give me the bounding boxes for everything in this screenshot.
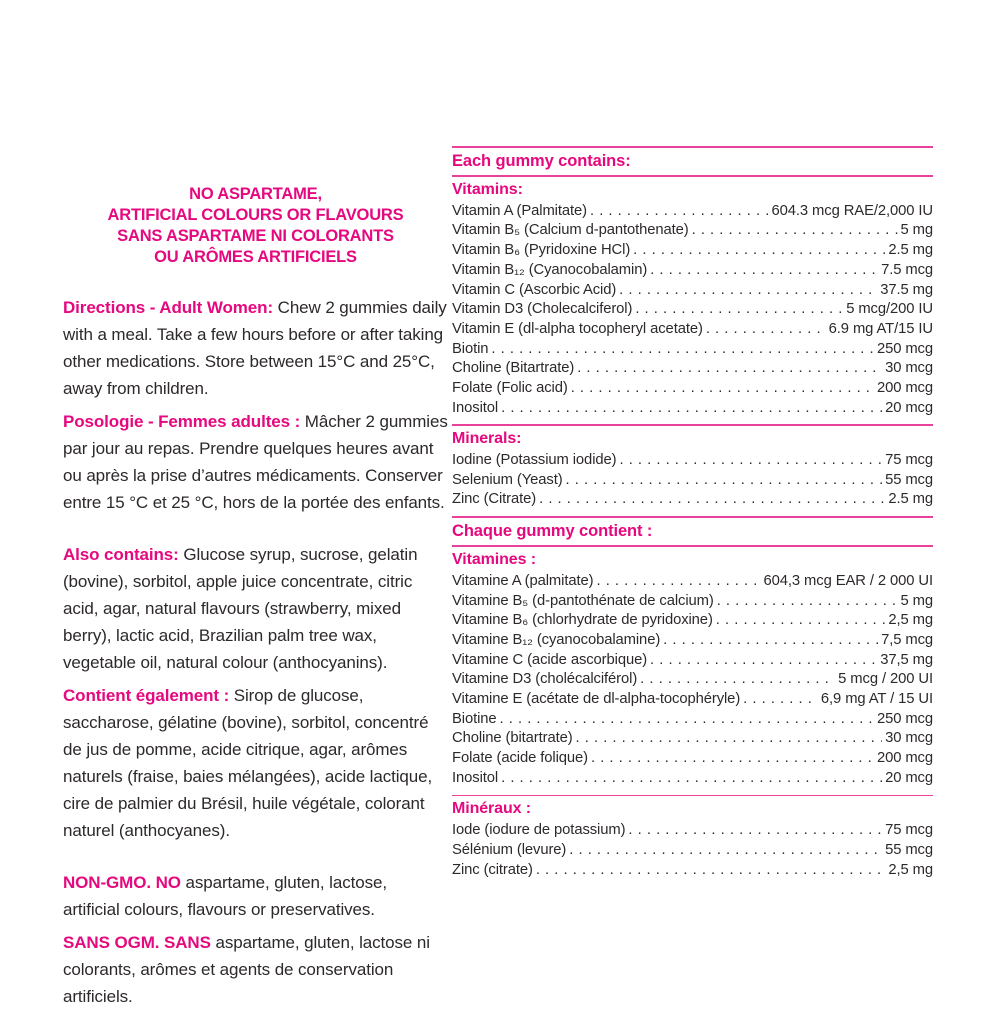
paragraph-group [63, 869, 448, 1010]
ingredient-name: Vitamin A (Palmitate) [452, 202, 587, 219]
paragraph-text: aspartame, gluten, lactose, artificial colours, flavours or preservatives. [63, 873, 387, 919]
ingredient-amount: 250 mcg [876, 340, 933, 357]
dot-leader [590, 202, 769, 222]
ingredient-row [452, 241, 933, 261]
paragraph-text: Sirop de glucose, saccharose, gélatine (bovine), sorbitol, concentré de jus de pomme, acide citrique, agar, arômes naturels (fraise, baies mélangées), acide lactique, cire de palmier du Brésil, huile végétale, colorant naturel (anthocyanes). [63, 686, 433, 840]
paragraph-text: aspartame, gluten, lactose ni colorants, arômes et agents de conservation artificiels. [63, 933, 430, 1006]
paragraph-lead: Directions - Adult Women: [63, 298, 274, 317]
section-title: Minerals: [452, 430, 522, 448]
ingredient-amount: 200 mcg [876, 750, 933, 767]
ingredient-row [452, 261, 933, 281]
dot-leader [539, 490, 885, 510]
supplement-facts-panel [452, 146, 933, 886]
ingredient-amount: 5 mcg/200 IU [846, 301, 933, 318]
dot-leader [491, 340, 874, 360]
ingredient-row [452, 572, 933, 592]
ingredient-name: Vitamin B₅ (Calcium d-pantothenate) [452, 222, 689, 239]
ingredient-name: Sélénium (levure) [452, 841, 567, 858]
ingredient-amount: 37,5 mg [880, 651, 933, 668]
no-aspartame-headline [63, 184, 448, 268]
ingredient-amount: 200 mcg [876, 380, 933, 397]
nutrient-section [452, 547, 933, 795]
headline-line: ARTIFICIAL COLOURS OR FLAVOURS [107, 206, 404, 224]
ingredient-amount: 20 mcg [885, 399, 933, 416]
ingredient-amount: 5 mg [900, 592, 933, 609]
ingredient-amount: 7,5 mcg [881, 631, 933, 648]
ingredient-row [452, 281, 933, 301]
ingredient-amount: 2,5 mg [888, 861, 933, 878]
ingredient-row [452, 320, 933, 340]
ingredient-name: Vitamine A (palmitate) [452, 572, 594, 589]
dot-leader [501, 769, 882, 789]
headline-line: SANS ASPARTAME NI COLORANTS [117, 227, 394, 245]
paragraph-text: Glucose syrup, sucrose, gelatin (bovine), sorbitol, apple juice concentrate, citric acid, agar, natural flavours (strawberry, mixed berry), lactic acid, Brazilian palm tree wax, vegetable oil, natural colour (anthocyanins). [63, 545, 418, 672]
ingredient-amount: 75 mcg [885, 452, 933, 469]
section-title: Vitamins: [452, 180, 523, 198]
ingredient-name: Vitamin B₁₂ (Cyanocobalamin) [452, 261, 648, 278]
section-rows [452, 572, 933, 789]
section-title: Minéraux : [452, 800, 532, 818]
dot-leader [577, 359, 882, 379]
ingredient-amount: 30 mcg [885, 730, 933, 747]
ingredient-row [452, 221, 933, 241]
ingredient-name: Biotine [452, 710, 497, 727]
ingredient-amount: 6.9 mg AT/15 IU [828, 320, 933, 337]
ingredient-amount: 2.5 mg [888, 491, 933, 508]
dot-leader [706, 320, 826, 340]
section-title: Vitamines : [452, 550, 536, 568]
paragraph-text: Mâcher 2 gummies par jour au repas. Prendre quelques heures avant ou après la prise d’autres médicaments. Conserver entre 15 °C et 25 °C, hors de la portée des enfants. [63, 412, 448, 512]
ingredient-amount: 30 mcg [885, 360, 933, 377]
paragraph-lead: Posologie - Femmes adultes : [63, 412, 301, 431]
ingredient-row [452, 471, 933, 491]
ingredient-amount: 2.5 mg [888, 242, 933, 259]
ingredient-amount: 5 mcg / 200 UI [838, 671, 933, 688]
ingredient-row [452, 399, 933, 419]
paragraph-lead: Contient également : [63, 686, 230, 705]
dot-leader [743, 690, 818, 710]
ingredient-amount: 37.5 mg [880, 281, 933, 298]
ingredient-row [452, 749, 933, 769]
dot-leader [591, 749, 874, 769]
dot-leader [717, 592, 898, 612]
ingredient-row [452, 631, 933, 651]
paragraph [63, 869, 448, 923]
ingredient-name: Vitamin D3 (Cholecalciferol) [452, 301, 633, 318]
dot-leader [500, 710, 874, 730]
ingredient-amount: 55 mcg [885, 471, 933, 488]
ingredient-name: Zinc (citrate) [452, 861, 533, 878]
ingredient-row [452, 690, 933, 710]
ingredient-row [452, 490, 933, 510]
paragraph [63, 541, 448, 676]
ingredient-amount: 7.5 mcg [881, 261, 933, 278]
ingredient-row [452, 769, 933, 789]
dot-leader [536, 861, 886, 881]
ingredient-row [452, 611, 933, 631]
ingredient-row [452, 592, 933, 612]
ingredient-amount: 6,9 mg AT / 15 UI [820, 691, 933, 708]
ingredient-name: Vitamine C (acide ascorbique) [452, 651, 648, 668]
ingredient-row [452, 300, 933, 320]
ingredient-row [452, 861, 933, 881]
headline-line: NO ASPARTAME, [189, 185, 322, 203]
dot-leader [716, 611, 886, 631]
dot-leader [628, 821, 882, 841]
ingredient-row [452, 821, 933, 841]
ingredient-amount: 20 mcg [885, 769, 933, 786]
ingredient-name: Vitamin E (dl-alpha tocopheryl acetate) [452, 320, 703, 337]
paragraphs-container [63, 294, 448, 1010]
ingredient-name: Folate (acide folique) [452, 750, 588, 767]
paragraph [63, 929, 448, 1010]
paragraph [63, 408, 448, 516]
ingredient-name: Choline (Bitartrate) [452, 360, 575, 377]
ingredient-amount: 250 mcg [876, 710, 933, 727]
dot-leader [650, 261, 878, 281]
paragraph [63, 294, 448, 402]
section-rows [452, 821, 933, 880]
ingredient-row [452, 451, 933, 471]
ingredient-row [452, 359, 933, 379]
ingredient-amount: 2,5 mg [888, 612, 933, 629]
ingredient-row [452, 651, 933, 671]
ingredient-name: Biotin [452, 340, 489, 357]
ingredient-name: Iode (iodure de potassium) [452, 822, 626, 839]
ingredient-name: Vitamine B₁₂ (cyanocobalamine) [452, 631, 661, 648]
dot-leader [635, 300, 843, 320]
paragraph-lead: SANS OGM. SANS [63, 933, 211, 952]
paragraph-text: Chew 2 gummies daily with a meal. Take a few hours before or after taking other medications. Store between 15°C and 25°C, away from children. [63, 298, 447, 398]
panel-header: Chaque gummy contient : [452, 521, 653, 540]
ingredient-name: Vitamine B₅ (d-pantothénate de calcium) [452, 592, 714, 609]
paragraph [63, 682, 448, 844]
paragraph-group [63, 541, 448, 844]
dot-leader [633, 241, 885, 261]
dot-leader [569, 841, 882, 861]
ingredient-row [452, 670, 933, 690]
headline-line: OU ARÔMES ARTIFICIELS [154, 248, 357, 266]
paragraph-group [63, 294, 448, 516]
ingredient-amount: 55 mcg [885, 841, 933, 858]
paragraph-lead: NON-GMO. NO [63, 873, 181, 892]
ingredient-row [452, 729, 933, 749]
ingredient-row [452, 202, 933, 222]
ingredient-name: Vitamine E (acétate de dl-alpha-tocophéryle) [452, 691, 741, 708]
nutrient-section [452, 177, 933, 425]
ingredient-row [452, 379, 933, 399]
paragraph-lead: Also contains: [63, 545, 179, 564]
panel-header: Each gummy contains: [452, 151, 631, 170]
nutrient-section [452, 426, 933, 516]
ingredient-amount: 5 mg [900, 222, 933, 239]
dot-leader [501, 399, 882, 419]
dot-leader [619, 281, 877, 301]
ingredient-amount: 604,3 mcg EAR / 2 000 UI [763, 572, 933, 589]
ingredient-amount: 604.3 mcg RAE/2,000 IU [771, 202, 933, 219]
ingredient-row [452, 710, 933, 730]
ingredient-name: Selenium (Yeast) [452, 471, 563, 488]
dot-leader [650, 651, 877, 671]
ingredient-amount: 75 mcg [885, 822, 933, 839]
nutrient-section [452, 796, 933, 886]
section-rows [452, 451, 933, 510]
ingredient-name: Inositol [452, 769, 499, 786]
ingredient-name: Vitamin C (Ascorbic Acid) [452, 281, 617, 298]
dot-leader [692, 221, 898, 241]
ingredient-row [452, 340, 933, 360]
dot-leader [596, 572, 760, 592]
ingredient-name: Choline (bitartrate) [452, 730, 573, 747]
ingredient-name: Iodine (Potassium iodide) [452, 452, 617, 469]
ingredient-name: Zinc (Citrate) [452, 491, 537, 508]
dot-leader [566, 471, 883, 491]
dot-leader [576, 729, 883, 749]
ingredient-name: Vitamine B₆ (chlorhydrate de pyridoxine) [452, 612, 713, 629]
ingredient-name: Folate (Folic acid) [452, 380, 568, 397]
dot-leader [619, 451, 882, 471]
ingredient-name: Vitamin B₆ (Pyridoxine HCl) [452, 242, 631, 259]
dot-leader [663, 631, 878, 651]
ingredient-name: Vitamine D3 (cholécalciférol) [452, 671, 638, 688]
dot-leader [571, 379, 874, 399]
ingredient-row [452, 841, 933, 861]
ingredient-name: Inositol [452, 399, 499, 416]
section-rows [452, 202, 933, 419]
left-column [63, 184, 448, 1010]
dot-leader [640, 670, 835, 690]
